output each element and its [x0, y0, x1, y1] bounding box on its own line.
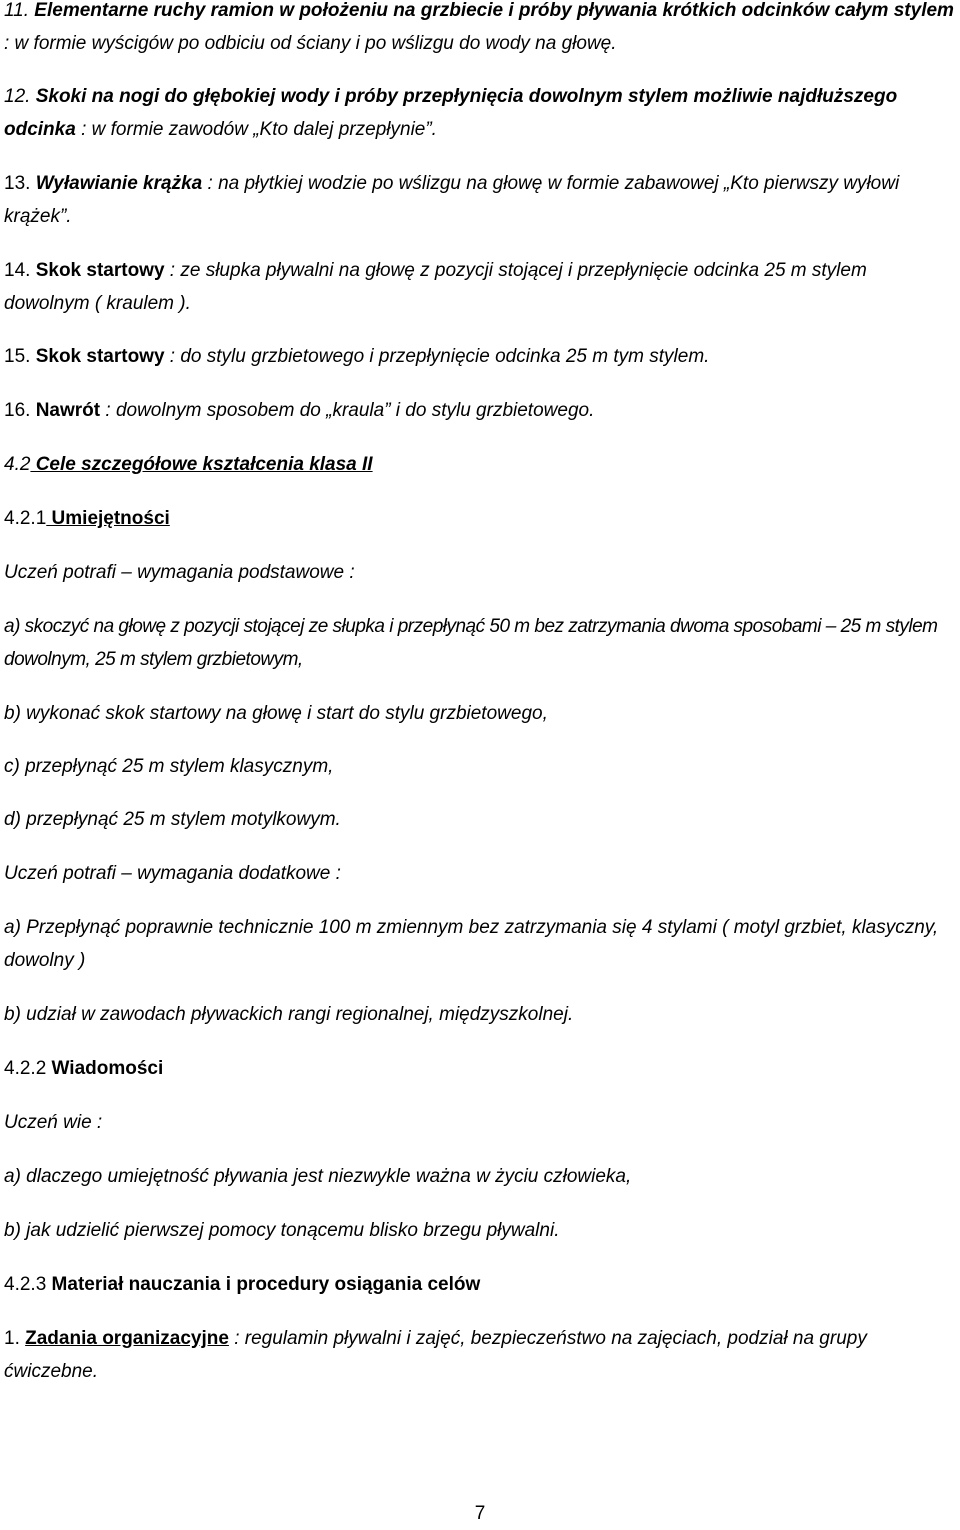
section-heading-4-2 — [4, 448, 956, 481]
item-title: Elementarne ruchy ramion w położeniu na grzbiecie i próby pływania krótkich odcinków całym stylem — [34, 0, 954, 21]
basic-item-d: d) przepłynąć 25 m stylem motylkowym. — [4, 809, 341, 830]
extra-item-b: b) udział w zawodach pływackich rangi regionalnej, międzyszkolnej. — [4, 1004, 574, 1025]
extra-item-a: a) Przepłynąć poprawnie technicznie 100 m zmiennym bez zatrzymania się 4 stylami ( motyl grzbiet, klasyczny, dowolny ) — [4, 917, 939, 971]
section-title: Umiejętności — [46, 508, 170, 529]
section-heading-4-2-3 — [4, 1268, 956, 1301]
item-15 — [4, 340, 956, 373]
item-description: : ze słupka pływalni na głowę z pozycji stojącej i przepłynięcie odcinka 25 m stylem dowolnym ( kraulem ). — [4, 260, 867, 314]
section-number: 4.2 — [4, 454, 31, 475]
item-14 — [4, 254, 956, 320]
section-title: Materiał nauczania i procedury osiągania celów — [46, 1274, 481, 1295]
item-number: 15. — [4, 346, 31, 367]
knows-item-a: a) dlaczego umiejętność pływania jest niezwykle ważna w życiu człowieka, — [4, 1166, 632, 1187]
item-description: : regulamin pływalni i zajęć, bezpieczeństwo na zajęciach, podział na grupy ćwiczebne. — [4, 1328, 867, 1382]
section-number: 4.2.1 — [4, 508, 47, 529]
section-number: 4.2.2 — [4, 1058, 47, 1079]
item-number: 1. — [4, 1328, 26, 1349]
item-number: 12. — [4, 86, 31, 107]
knows-intro: Uczeń wie : — [4, 1112, 103, 1133]
knows-item-b: b) jak udzielić pierwszej pomocy tonącemu blisko brzegu pływalni. — [4, 1220, 560, 1241]
basic-item-b: b) wykonać skok startowy na głowę i start do stylu grzbietowego, — [4, 703, 548, 724]
item-11 — [4, 0, 956, 60]
item-description: : do stylu grzbietowego i przepłynięcie odcinka 25 m tym stylem. — [164, 346, 710, 367]
item-description: : w formie wyścigów po odbiciu od ściany i po wślizgu do wody na głowę. — [4, 33, 617, 54]
item-title: Zadania organizacyjne — [25, 1328, 229, 1349]
item-16 — [4, 394, 956, 427]
item-12 — [4, 80, 956, 146]
section-number: 4.2.3 — [4, 1274, 47, 1295]
section-title: Cele szczegółowe kształcenia klasa II — [30, 454, 373, 475]
section-title: Wiadomości — [46, 1058, 164, 1079]
basic-item-a: a) skoczyć na głowę z pozycji stojącej ze słupka i przepłynąć 50 m bez zatrzymania dwoma sposobami – 25 m stylem dowolnym, 25 m stylem grzbietowym, — [4, 616, 938, 670]
section-heading-4-2-2 — [4, 1052, 956, 1085]
item-title: Nawrót — [35, 400, 101, 421]
item-description: : na płytkiej wodzie po wślizgu na głowę w formie zabawowej „Kto pierwszy wyłowi krążek”. — [4, 173, 900, 227]
page-number: 7 — [474, 1503, 486, 1524]
item-title: Skok startowy — [35, 346, 165, 367]
extra-requirements-intro: Uczeń potrafi – wymagania dodatkowe : — [4, 863, 341, 884]
item-description: : w formie zawodów „Kto dalej przepłynie”. — [75, 119, 437, 140]
item-13 — [4, 167, 956, 233]
item-description: : dowolnym sposobem do „kraula” i do stylu grzbietowego. — [100, 400, 595, 421]
item-title: Skok startowy — [35, 260, 165, 281]
item-number: 13. — [4, 173, 31, 194]
item-number: 14. — [4, 260, 31, 281]
item-number: 16. — [4, 400, 31, 421]
item-title: Skoki na nogi do głębokiej wody i próby przepłynięcia dowolnym stylem możliwie najdłuższego odcinka — [4, 86, 898, 140]
basic-item-c: c) przepłynąć 25 m stylem klasycznym, — [4, 756, 334, 777]
item-title: Wyławianie krążka — [35, 173, 203, 194]
item-number: 11. — [4, 0, 30, 21]
org-tasks — [4, 1322, 956, 1388]
basic-requirements-intro: Uczeń potrafi – wymagania podstawowe : — [4, 562, 355, 583]
section-heading-4-2-1 — [4, 502, 956, 535]
